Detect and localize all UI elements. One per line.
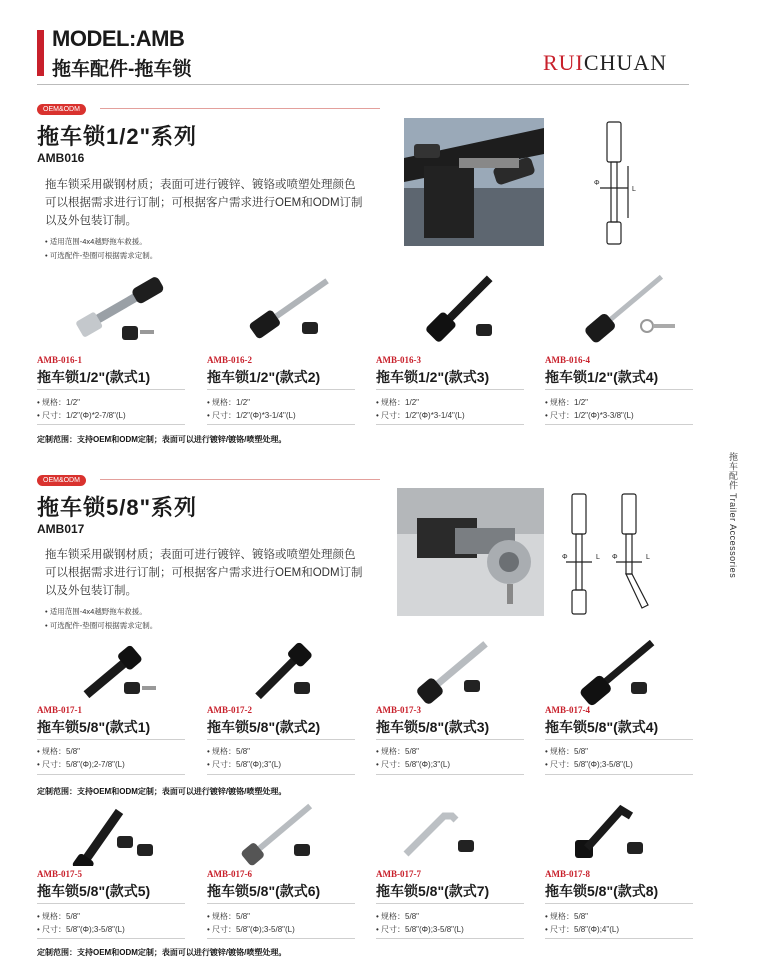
item-divider: [37, 774, 185, 775]
section-code: AMB016: [37, 151, 85, 165]
item-size: • 尺寸：5/8"(Φ);3-5/8"(L): [207, 925, 295, 934]
product-image-amb-017-1: [60, 640, 180, 706]
length-label: L: [596, 554, 600, 561]
item-spec: • 规格：5/8": [545, 747, 588, 756]
item-divider: [37, 424, 185, 425]
diameter-label: Φ: [612, 554, 618, 561]
item-divider: [207, 903, 355, 904]
desc-line: 以及外包装订制。: [45, 215, 137, 227]
item-size: • 尺寸：1/2"(Φ)*2-7/8"(L): [37, 411, 126, 420]
customization-note: 定制范围：支持OEM和ODM定制；表面可以进行镀锌/镀铬/喷塑处理。: [37, 435, 287, 444]
item-size: • 尺寸：5/8"(Φ);3"(L): [207, 760, 281, 769]
customization-note: 定制范围：支持OEM和ODM定制；表面可以进行镀锌/镀铬/喷塑处理。: [37, 787, 287, 796]
product-image-amb-017-4: [565, 640, 685, 706]
item-divider: [37, 389, 185, 390]
item-divider: [207, 774, 355, 775]
length-label: L: [646, 554, 650, 561]
item-spec: • 规格：1/2": [37, 398, 80, 407]
item-divider: [207, 424, 355, 425]
item-name: 拖车锁5/8"(款式8): [545, 883, 659, 899]
item-name: 拖车锁5/8"(款式4): [545, 719, 659, 735]
badge-rule: [100, 108, 380, 109]
item-code: AMB-017-7: [376, 869, 421, 879]
product-image-amb-017-2: [230, 640, 350, 706]
brand-logo: [543, 50, 667, 76]
item-divider: [37, 739, 185, 740]
bullet-usage: • 适用范围-4x4越野拖车救援。: [45, 237, 147, 246]
item-size: • 尺寸：1/2"(Φ)*3-1/4"(L): [376, 411, 465, 420]
item-divider: [545, 739, 693, 740]
desc-line: 拖车锁采用碳钢材质；表面可进行镀锌、镀铬或喷塑处理颜色: [45, 179, 356, 191]
item-name: 拖车锁5/8"(款式1): [37, 719, 151, 735]
item-code: AMB-016-2: [207, 355, 252, 365]
header-accent-bar: [37, 30, 44, 76]
item-divider: [207, 938, 355, 939]
item-name: 拖车锁1/2"(款式3): [376, 369, 490, 385]
header-divider: [37, 84, 689, 85]
oem-badge: OEM&ODM: [37, 104, 86, 115]
item-spec: • 规格：1/2": [545, 398, 588, 407]
section-description: [45, 546, 375, 600]
product-image-amb-017-6: [228, 800, 348, 866]
item-divider: [545, 903, 693, 904]
item-spec: • 规格：5/8": [37, 912, 80, 921]
diameter-label: Φ: [562, 554, 568, 561]
product-image-amb-016-4: [565, 268, 685, 348]
item-code: AMB-017-2: [207, 705, 252, 715]
item-name: 拖车锁5/8"(款式5): [37, 883, 151, 899]
item-divider: [37, 903, 185, 904]
desc-line: 以及外包装订制。: [45, 585, 137, 597]
section-description: [45, 176, 375, 230]
product-image-amb-016-1: [60, 268, 180, 348]
item-size: • 尺寸：5/8"(Φ);4"(L): [545, 925, 619, 934]
item-size: • 尺寸：5/8"(Φ);3-5/8"(L): [545, 760, 633, 769]
item-name: 拖车锁5/8"(款式3): [376, 719, 490, 735]
dimension-diagram: [592, 118, 652, 248]
item-name: 拖车锁1/2"(款式4): [545, 369, 659, 385]
item-spec: • 规格：5/8": [37, 747, 80, 756]
item-code: AMB-017-6: [207, 869, 252, 879]
item-spec: • 规格：5/8": [545, 912, 588, 921]
item-spec: • 规格：1/2": [376, 398, 419, 407]
item-divider: [545, 389, 693, 390]
item-divider: [37, 938, 185, 939]
model-title: MODEL:AMB: [52, 26, 185, 51]
section-code: AMB017: [37, 522, 85, 536]
item-size: • 尺寸：5/8"(Φ);2-7/8"(L): [37, 760, 125, 769]
diameter-label: Φ: [594, 180, 600, 187]
item-code: AMB-017-1: [37, 705, 82, 715]
item-divider: [207, 739, 355, 740]
product-image-amb-017-8: [565, 800, 685, 866]
item-divider: [376, 389, 524, 390]
item-divider: [376, 774, 524, 775]
item-spec: • 规格：5/8": [376, 912, 419, 921]
bullet-accessory: • 可选配件-垫圈可根据需求定制。: [45, 621, 158, 630]
brand-suffix: CHUAN: [583, 50, 668, 75]
brand-prefix: RUI: [543, 50, 584, 75]
section-title: 拖车锁5/8"系列: [37, 495, 198, 520]
product-image-amb-017-5: [55, 800, 175, 866]
item-name: 拖车锁5/8"(款式7): [376, 883, 490, 899]
item-divider: [545, 938, 693, 939]
desc-line: 可以根据需求进行订制；可根据客户需求进行OEM和ODM订制: [45, 567, 363, 579]
desc-line: 可以根据需求进行订制；可根据客户需求进行OEM和ODM订制: [45, 197, 363, 209]
item-divider: [376, 938, 524, 939]
product-image-amb-017-7: [398, 800, 518, 866]
product-image-amb-017-3: [400, 640, 520, 706]
item-name: 拖车锁5/8"(款式2): [207, 719, 321, 735]
item-spec: • 规格：1/2": [207, 398, 250, 407]
bullet-accessory: • 可选配件-垫圈可根据需求定制。: [45, 251, 158, 260]
item-code: AMB-016-3: [376, 355, 421, 365]
oem-badge: OEM&ODM: [37, 475, 86, 486]
item-size: • 尺寸：1/2"(Φ)*3-1/4"(L): [207, 411, 296, 420]
item-name: 拖车锁1/2"(款式1): [37, 369, 151, 385]
item-divider: [376, 424, 524, 425]
product-image-amb-016-2: [230, 268, 350, 348]
product-image-amb-016-3: [400, 268, 520, 348]
bullet-usage: • 适用范围-4x4越野拖车救援。: [45, 607, 147, 616]
item-code: AMB-017-3: [376, 705, 421, 715]
side-tab-label: 拖车配件 Trailer Accessories: [728, 452, 738, 579]
item-divider: [207, 389, 355, 390]
item-divider: [545, 774, 693, 775]
item-divider: [376, 739, 524, 740]
item-code: AMB-016-4: [545, 355, 590, 365]
item-code: AMB-017-8: [545, 869, 590, 879]
length-label: L: [632, 186, 636, 193]
item-size: • 尺寸：5/8"(Φ);3"(L): [376, 760, 450, 769]
item-code: AMB-017-4: [545, 705, 590, 715]
item-name: 拖车锁5/8"(款式6): [207, 883, 321, 899]
customization-note: 定制范围：支持OEM和ODM定制；表面可以进行镀锌/镀铬/喷塑处理。: [37, 948, 287, 957]
badge-rule: [100, 479, 380, 480]
item-spec: • 规格：5/8": [376, 747, 419, 756]
product-photo-hitch: [404, 118, 544, 246]
section-title: 拖车锁1/2"系列: [37, 124, 198, 149]
item-divider: [545, 424, 693, 425]
desc-line: 拖车锁采用碳钢材质；表面可进行镀锌、镀铬或喷塑处理颜色: [45, 549, 356, 561]
item-size: • 尺寸：5/8"(Φ);3-5/8"(L): [376, 925, 464, 934]
item-divider: [376, 903, 524, 904]
item-code: AMB-016-1: [37, 355, 82, 365]
item-size: • 尺寸：1/2"(Φ)*3-3/8"(L): [545, 411, 634, 420]
item-name: 拖车锁1/2"(款式2): [207, 369, 321, 385]
item-size: • 尺寸：5/8"(Φ);3-5/8"(L): [37, 925, 125, 934]
dimension-diagram: [560, 490, 660, 620]
product-photo-hitch-ball: [397, 488, 544, 616]
page-subtitle: 拖车配件-拖车锁: [52, 59, 192, 80]
item-spec: • 规格：5/8": [207, 747, 250, 756]
item-code: AMB-017-5: [37, 869, 82, 879]
item-spec: • 规格：5/8": [207, 912, 250, 921]
